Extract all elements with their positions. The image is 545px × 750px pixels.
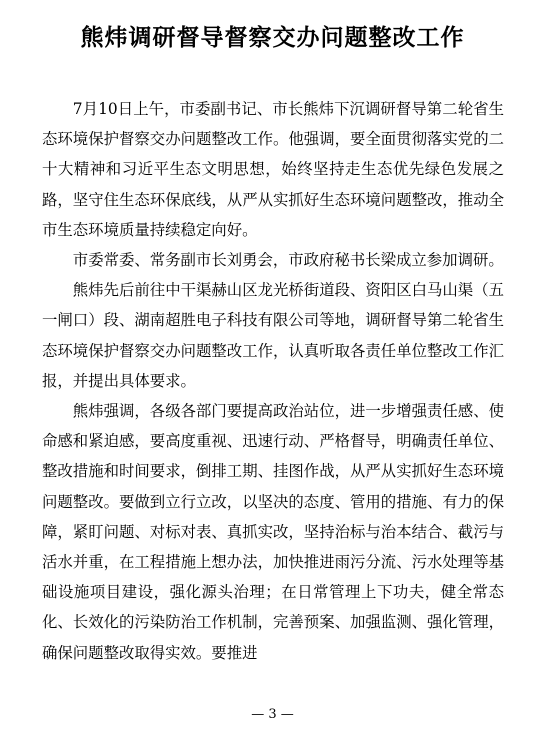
document-title: 熊炜调研督导督察交办问题整改工作 [80, 25, 465, 51]
document-body [42, 94, 504, 668]
paragraph-1: 7月10日上午，市委副书记、市长熊炜下沉调研督导第二轮省生态环境保护督察交办问题整改工作。他强调，要全面贯彻落实党的二十大精神和习近平生态文明思想，始终坚持走生态优先绿色发展之路，坚守住生态环保底线，从严从实抓好生态环境问题整改，推动全市生态环境质量持续稳定向好。 [42, 100, 504, 239]
paragraph-2: 市委常委、常务副市长刘勇会，市政府秘书长梁成立参加调研。 [72, 251, 504, 270]
page-number: — 3 — [251, 707, 294, 722]
paragraph-3: 熊炜先后前往中干渠赫山区龙光桥街道段、资阳区白马山渠（五一闸口）段、湖南超胜电子科技有限公司等地，调研督导第二轮省生态环境保护督察交办问题整改工作，认真听取各责任单位整改工作汇报，并提出具体要求。 [42, 281, 504, 390]
paragraph-4: 熊炜强调，各级各部门要提高政治站位，进一步增强责任感、使命感和紧迫感，要高度重视、迅速行动、严格督导，明确责任单位、整改措施和时间要求，倒排工期、挂图作战，从严从实抓好生态环境问题整改。要做到立行立改，以坚决的态度、管用的措施、有力的保障，紧盯问题、对标对表、真抓实改，坚持治标与治本结合、截污与活水并重，在工程措施上想办法，加快推进雨污分流、污水处理等基础设施项目建设，强化源头治理；在日常管理上下功夫，健全常态化、长效化的污染防治工作机制，完善预案、加强监测、强化管理，确保问题整改取得实效。要推进 [42, 402, 504, 662]
